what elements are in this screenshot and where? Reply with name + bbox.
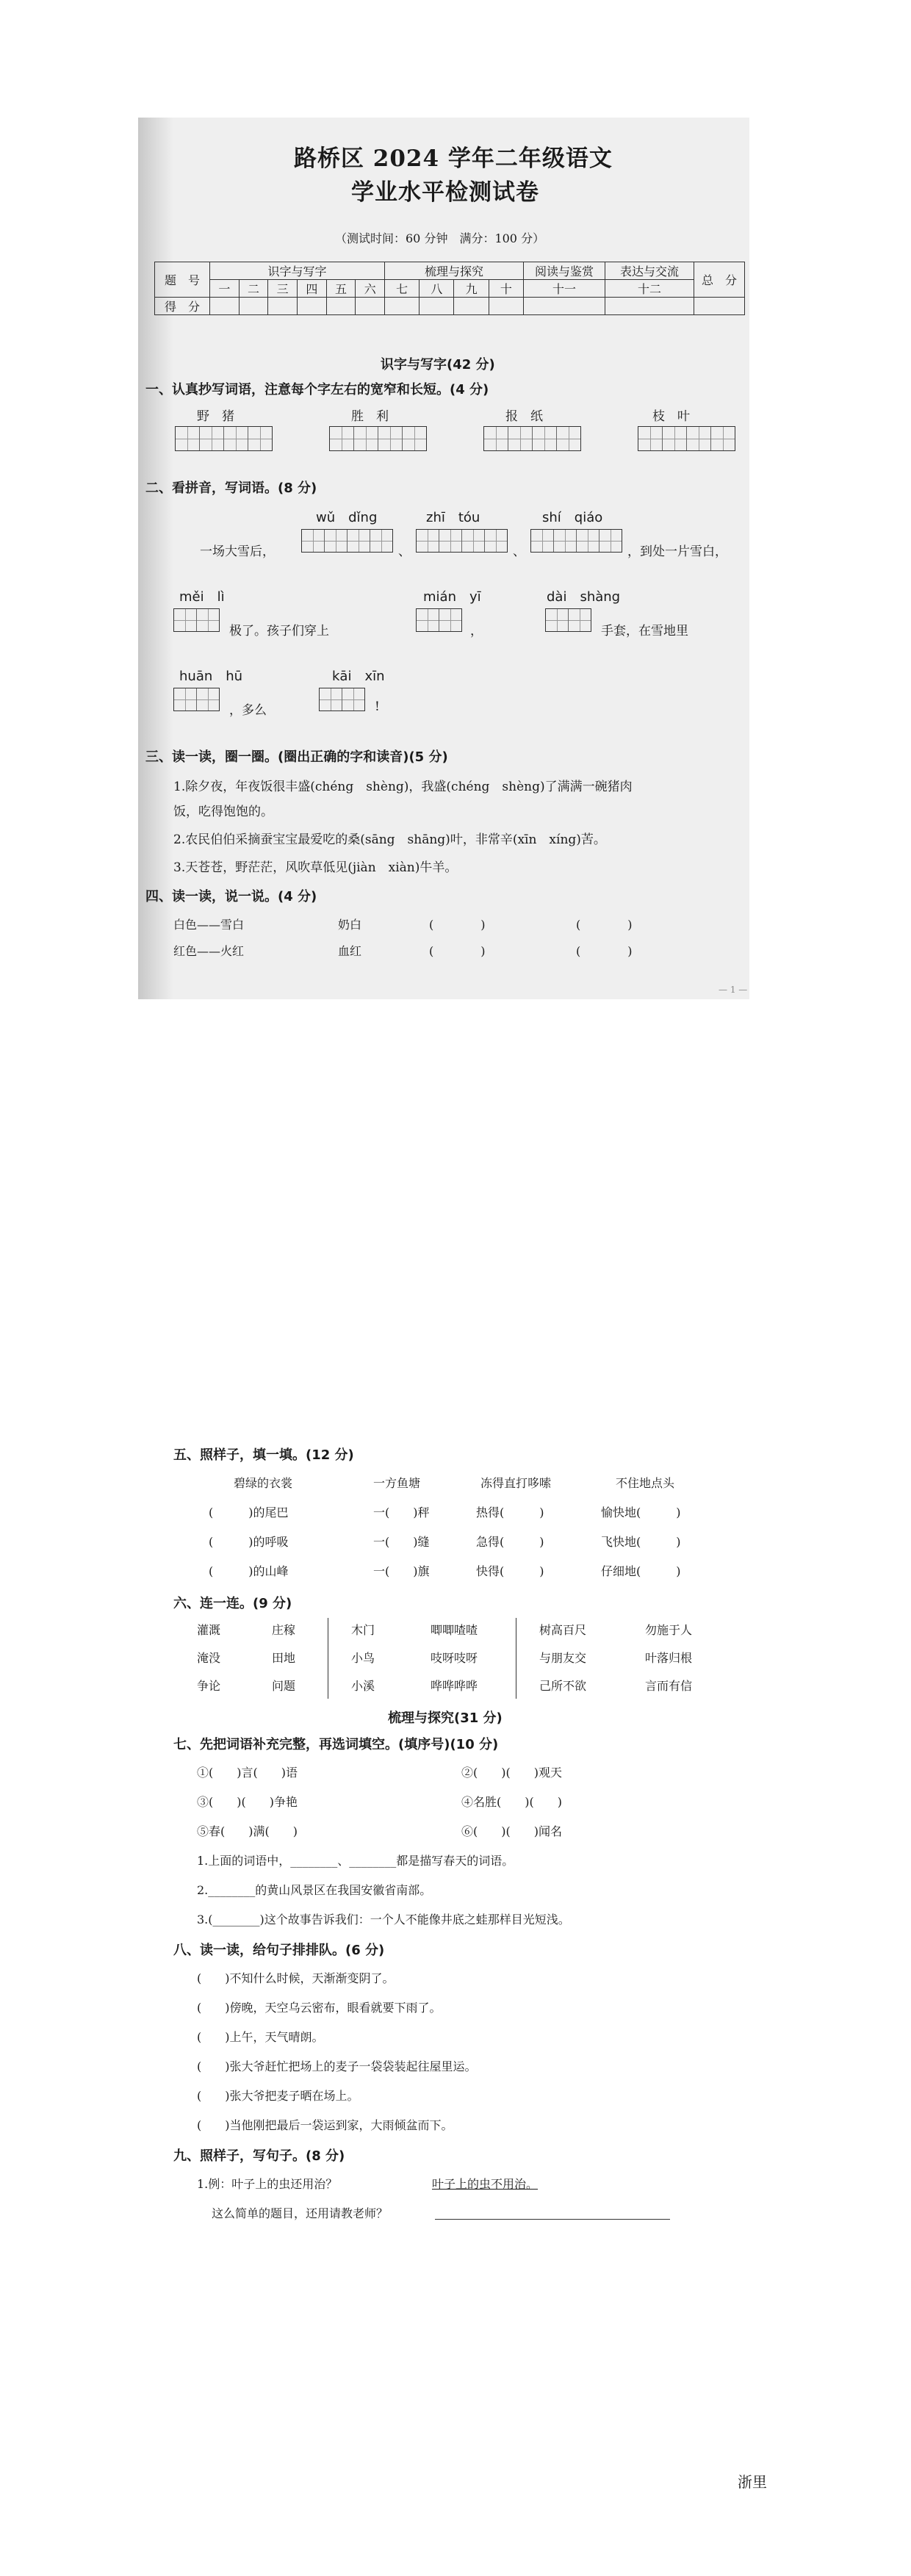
q5-blank[interactable]: 一( )缝 [373,1535,430,1549]
q6-item[interactable]: 争论 [197,1679,221,1693]
title-line-2: 学业水平检测试卷 [351,179,539,206]
q2-text-5: 极了。孩子们穿上 [229,624,329,638]
pinyin-5: mián yī [423,589,481,605]
q3-line-1: 1.除夕夜，年夜饭很丰盛(chéng shèng)，我盛(chéng shèng)了满满一碗猪肉 [173,780,633,794]
q1-heading: 一、认真抄写词语，注意每个字左右的宽窄和长短。(4 分) [145,382,489,397]
q4-blank[interactable]: ( ) [576,918,633,932]
q2-text-3: 、 [513,544,525,559]
q7-item[interactable]: ①( )言( )语 [197,1766,298,1780]
q5-blank[interactable]: 一( )旗 [373,1564,430,1578]
q2-text-9: ! [375,699,380,714]
q7-sub-1[interactable]: 1.上面的词语中，________、________都是描写春天的词语。 [197,1854,514,1868]
q6-item[interactable]: 庄稼 [272,1623,296,1637]
num-5: 五 [326,280,356,298]
q8-line[interactable]: ( )上午，天气晴朗。 [197,2030,324,2044]
q5-blank[interactable]: ( )的呼吸 [209,1535,289,1549]
q9-example-question: 1.例：叶子上的虫还用治？ [197,2177,338,2191]
pinyin-1: wǔ dǐng [316,510,378,525]
row-label-score: 得 分 [155,298,210,315]
q7-sub-3[interactable]: 3.(________)这个故事告诉我们：一个人不能像井底之蛙那样目光短浅。 [197,1913,570,1926]
q5-blank[interactable]: 一( )秤 [373,1505,430,1519]
q7-heading: 七、先把词语补充完整，再选词填空。(填序号)(10 分) [173,1737,499,1752]
q8-line[interactable]: ( )不知什么时候，天渐渐变阴了。 [197,1971,395,1985]
q4-blank[interactable]: ( ) [429,944,486,958]
q9-question: 这么简单的题目，还用请教老师？ [212,2206,389,2220]
q2-grid-3[interactable] [530,529,622,553]
q2-heading: 二、看拼音，写词语。(8 分) [145,481,317,496]
num-7: 七 [385,280,420,298]
q1-grid-1[interactable] [175,426,273,451]
q6-item[interactable]: 叶落归根 [645,1651,693,1665]
q2-grid-7[interactable] [173,688,220,711]
pinyin-4: měi lì [179,589,225,605]
q4-blank[interactable]: ( ) [576,944,633,958]
score-cell[interactable] [326,298,356,315]
q7-item[interactable]: ③( )( )争艳 [197,1795,298,1809]
q1-grid-3[interactable] [483,426,581,451]
score-cell[interactable] [524,298,605,315]
num-11: 十一 [524,280,605,298]
q4-word: 奶白 [338,918,362,932]
group-reading: 阅读与鉴赏 [524,262,605,280]
group-literacy: 识字与写字 [210,262,385,280]
q4-example-1: 白色——雪白 [173,918,245,932]
q6-item[interactable]: 小溪 [351,1679,375,1693]
num-4: 四 [298,280,327,298]
score-cell[interactable] [239,298,268,315]
q5-blank[interactable]: 飞快地( ) [601,1535,681,1549]
q3-line-4: 3.天苍苍，野茫茫，风吹草低见(jiàn xiàn)牛羊。 [173,860,458,875]
q2-text-8: ，多么 [229,703,267,718]
q1-grid-2[interactable] [329,426,427,451]
exam-page-2 [138,1425,785,2248]
q6-item[interactable]: 树高百尺 [539,1623,587,1637]
q2-grid-1[interactable] [301,529,393,553]
q6-item[interactable]: 吱呀吱呀 [431,1651,478,1665]
q5-example: 碧绿的衣裳 [234,1476,293,1490]
q5-blank[interactable]: 热得( ) [476,1505,544,1519]
q3-line-3: 2.农民伯伯采摘蚕宝宝最爱吃的桑(sāng shāng)叶，非常辛(xīn xíng)苦。 [173,832,606,847]
q5-example: 冻得直打哆嗦 [480,1476,552,1490]
q5-example: 一方鱼塘 [373,1476,421,1490]
q2-grid-4[interactable] [173,608,220,632]
q7-sub-2[interactable]: 2.________的黄山风景区在我国安徽省南部。 [197,1883,432,1897]
watermark: 浙里 [738,2473,767,2491]
exam-page-1 [138,118,749,999]
q7-item[interactable]: ⑤春( )满( ) [197,1824,298,1838]
q2-text-2: 、 [398,544,411,559]
q2-grid-5[interactable] [416,608,462,632]
q9-heading: 九、照样子，写句子。(8 分) [173,2148,345,2164]
num-12: 十二 [605,280,694,298]
total-score-cell[interactable] [694,298,745,315]
num-9: 九 [454,280,489,298]
group-explore: 梳理与探究 [385,262,524,280]
q8-heading: 八、读一读，给句子排排队。(6 分) [173,1943,385,1958]
num-1: 一 [210,280,240,298]
q1-word-3: 报 纸 [505,409,543,424]
q2-text-7: 手套，在雪地里 [601,624,688,638]
q5-blank[interactable]: ( )的尾巴 [209,1505,289,1519]
q1-word-4: 枝 叶 [652,409,690,424]
score-cell[interactable] [454,298,489,315]
q5-blank[interactable]: ( )的山峰 [209,1564,289,1578]
pinyin-8: kāi xīn [332,669,385,684]
q5-blank[interactable]: 快得( ) [476,1564,544,1578]
q2-text-6: ， [470,624,483,638]
q6-heading: 六、连一连。(9 分) [173,1596,292,1611]
num-2: 二 [239,280,268,298]
q8-line[interactable]: ( )张大爷把麦子晒在场上。 [197,2089,359,2103]
q7-item[interactable]: ②( )( )观天 [461,1766,562,1780]
q8-line[interactable]: ( )张大爷赶忙把场上的麦子一袋袋装起往屋里运。 [197,2059,477,2073]
q4-word: 血红 [338,944,362,958]
q6-item[interactable]: 淹没 [197,1651,221,1665]
q6-item[interactable]: 与朋友交 [539,1651,587,1665]
score-cell[interactable] [268,298,298,315]
total-label: 总 分 [694,262,745,298]
num-3: 三 [268,280,298,298]
q8-line[interactable]: ( )当他刚把最后一袋运到家，大雨倾盆而下。 [197,2118,453,2132]
q4-heading: 四、读一读，说一说。(4 分) [145,889,317,904]
score-cell[interactable] [385,298,420,315]
q2-text-1: 一场大雪后， [200,544,275,559]
q6-item[interactable]: 小鸟 [351,1651,375,1665]
part1-heading: 识字与写字(42 分) [381,357,495,373]
q4-example-2: 红色——火红 [173,944,245,958]
q2-text-4: ，到处一片雪白， [627,544,727,559]
pinyin-7: huān hū [179,669,243,684]
title-line-1: 路桥区 2024 学年二年级语文 [294,145,613,172]
q6-item[interactable]: 问题 [272,1679,296,1693]
score-cell[interactable] [420,298,454,315]
q6-item[interactable]: 勿施于人 [645,1623,693,1637]
q6-item[interactable]: 木门 [351,1623,375,1637]
q5-blank[interactable]: 愉快地( ) [601,1505,681,1519]
score-cell[interactable] [356,298,385,315]
q3-heading: 三、读一读，圈一圈。(圈出正确的字和读音)(5 分) [145,749,448,765]
q9-answer-line[interactable] [435,2219,670,2220]
q6-item[interactable]: 言而有信 [645,1679,693,1693]
part2-heading: 梳理与探究(31 分) [388,1710,503,1726]
q7-item[interactable]: ⑥( )( )闻名 [461,1824,562,1838]
q6-item[interactable]: 哗哗哗哗 [431,1679,478,1693]
q9-example-answer: 叶子上的虫不用治。 [432,2177,539,2191]
q6-item[interactable]: 己所不欲 [539,1679,587,1693]
q1-grid-4[interactable] [638,426,735,451]
q7-item[interactable]: ④名胜( )( ) [461,1795,562,1809]
group-expression: 表达与交流 [605,262,694,280]
num-8: 八 [420,280,454,298]
q1-word-1: 野 猪 [197,409,234,424]
pinyin-6: dài shàng [547,589,621,605]
num-10: 十 [489,280,523,298]
q6-item[interactable]: 唧唧喳喳 [431,1623,478,1637]
q5-example: 不住地点头 [616,1476,675,1490]
q2-grid-6[interactable] [545,608,591,632]
q6-item[interactable]: 田地 [272,1651,296,1665]
q3-line-2: 饭，吃得饱饱的。 [173,805,273,819]
q2-grid-8[interactable] [319,688,365,711]
pinyin-3: shí qiáo [542,510,603,525]
q5-heading: 五、照样子，填一填。(12 分) [173,1447,354,1463]
score-cell[interactable] [489,298,523,315]
score-cell[interactable] [298,298,327,315]
score-cell[interactable] [210,298,240,315]
row-label-number: 题 号 [155,262,210,298]
exam-info: （测试时间：60 分钟 满分：100 分） [335,231,545,245]
scan-shadow [138,118,173,999]
q8-line[interactable]: ( )傍晚，天空乌云密布，眼看就要下雨了。 [197,2001,442,2015]
score-cell[interactable] [605,298,694,315]
q2-grid-2[interactable] [416,529,508,553]
q5-blank[interactable]: 急得( ) [476,1535,544,1549]
pinyin-2: zhī tóu [426,510,480,525]
q5-blank[interactable]: 仔细地( ) [601,1564,681,1578]
num-6: 六 [356,280,385,298]
q4-blank[interactable]: ( ) [429,918,486,932]
score-table [154,262,745,315]
q6-item[interactable]: 灌溉 [197,1623,221,1637]
q1-word-2: 胜 利 [351,409,389,424]
page-number: — 1 — [719,985,748,995]
